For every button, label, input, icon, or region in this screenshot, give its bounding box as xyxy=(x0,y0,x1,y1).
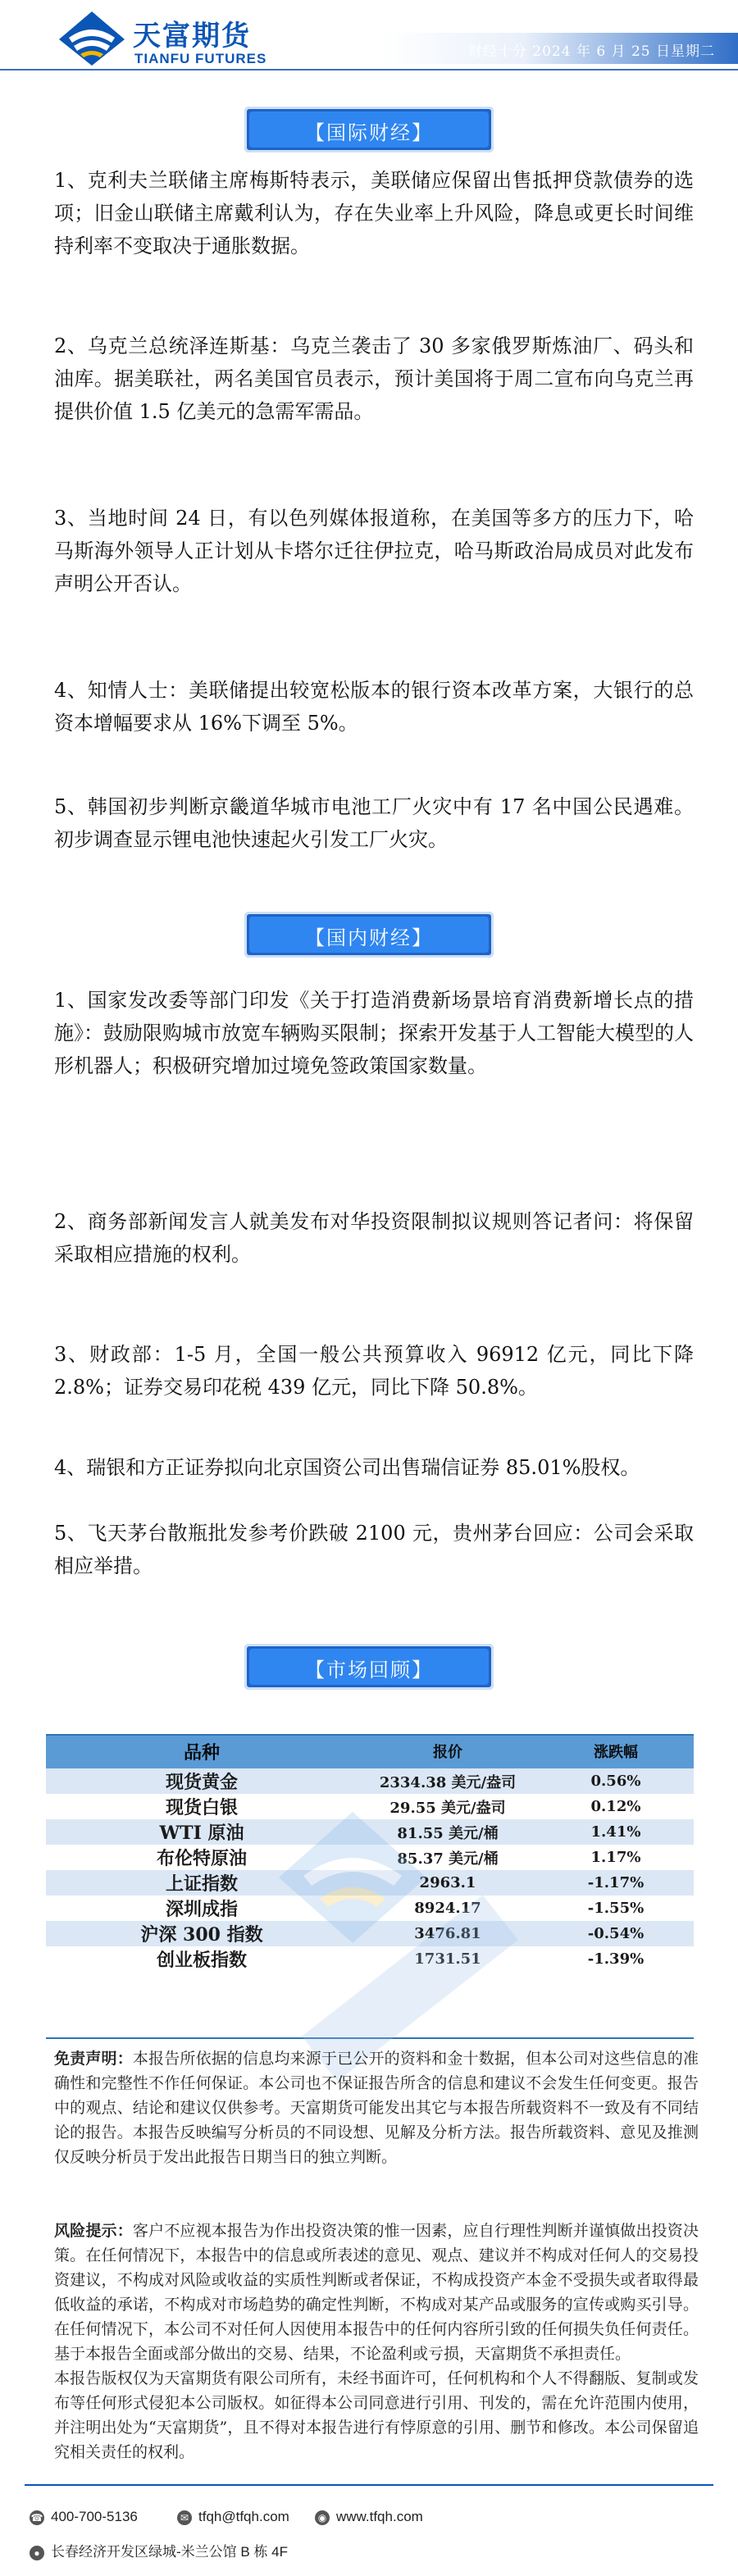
instrument-price: 85.37 美元/桶 xyxy=(358,1845,538,1870)
instrument-name: 现货白银 xyxy=(46,1794,358,1819)
section-title-text: 【国内财经】 xyxy=(305,926,433,949)
footer-divider xyxy=(25,2484,713,2486)
instrument-price: 3476.81 xyxy=(358,1921,538,1946)
location-pin-icon: ● xyxy=(30,2546,44,2560)
email-icon: ✉ xyxy=(177,2510,192,2525)
disclaimer-text: 本报告所依据的信息均来源于已公开的资料和金十数据，但本公司对这些信息的准确性和完整性不作任何保证。本公司也不保证报告所含的信息和建议不会发生任何变更。报告中的观点、结论和建议仅供参考。天富期货可能发出其它与本报告所载资料不一致及有不同结论的报告。本报告反映编写分析员的不同设想、见解及分析方法。报告所载资料、意见及推测仅反映分析员于发出此报告日期当日的独立判断。 xyxy=(54,2050,699,2166)
instrument-change: 0.56% xyxy=(538,1768,694,1794)
table-row xyxy=(46,1794,694,1819)
risk-warning-text: 客户不应视本报告为作出投资决策的惟一因素，应自行理性判断并谨慎做出投资决策。在任何情况下，本报告中的信息或所表述的意见、观点、建议并不构成对任何人的交易投资建议，不构成对风险或收益的实质性判断或者保证，不构成投资产本金不受损失或者取得最低收益的承诺，不构成对市场趋势的确定性判断，不构成对某产品或服务的宣传或购买引导。在任何情况下，本公司不对任何人因使用本报告中的任何内容所引致的任何损失负任何责任。基于本报告全面或部分做出的交易、结果，不论盈利或亏损，天富期货不承担责任。 xyxy=(54,2222,699,2363)
instrument-change: 1.17% xyxy=(538,1845,694,1870)
section-title-domestic xyxy=(244,912,494,958)
table-row xyxy=(46,1870,694,1896)
instrument-name: 沪深 300 指数 xyxy=(46,1921,358,1946)
instrument-name: 布伦特原油 xyxy=(46,1845,358,1870)
instrument-price: 2963.1 xyxy=(358,1870,538,1896)
domestic-news-item-4: 4、瑞银和方正证券拟向北京国资公司出售瑞信证券 85.01%股权。 xyxy=(54,1456,640,1479)
table-row xyxy=(46,1819,694,1845)
section-title-text: 【国际财经】 xyxy=(305,121,433,144)
domestic-news-item-1: 1、国家发改委等部门印发《关于打造消费新场景培育消费新增长点的措施》：鼓励限购城市放宽车辆购买限制；探索开发基于人工智能大模型的人形机器人；积极研究增加过境免签政策国家数量。 xyxy=(54,989,694,1077)
email-address: tfqh@tfqh.com xyxy=(198,2509,289,2524)
phone-icon: ☎ xyxy=(30,2511,43,2524)
section-title-international xyxy=(244,107,494,152)
logo-english-name: TIANFU FUTURES xyxy=(134,51,267,66)
report-date: 财经十分 2024 年 6 月 25 日星期二 xyxy=(467,43,715,60)
copyright-paragraph: 本报告版权仅为天富期货有限公司所有，未经书面许可，任何机构和个人不得翻版、复制或发布等任何形式侵犯本公司版权。如征得本公司同意进行引用、刊发的，需在允许范围内使用，并注明出处为“天富期货”，且不得对本报告进行有悖原意的引用、删节和修改。本公司保留追究相关责任的权利。 xyxy=(54,2369,699,2461)
risk-warning-label: 风险提示： xyxy=(54,2222,133,2240)
risk-warning-paragraph xyxy=(54,2219,699,2366)
table-header-row xyxy=(46,1734,694,1768)
table-row xyxy=(46,1768,694,1794)
instrument-change: -0.54% xyxy=(538,1921,694,1946)
domestic-news-item-5: 5、飞天茅台散瓶批发参考价跌破 2100 元，贵州茅台回应：公司会采取相应举措。 xyxy=(54,1522,694,1577)
section-title-market xyxy=(244,1644,494,1690)
table-row xyxy=(46,1946,694,1972)
footer-address xyxy=(30,2540,288,2560)
intl-news-item-3: 3、当地时间 24 日，有以色列媒体报道称，在美国等多方的压力下，哈马斯海外领导人正计划从卡塔尔迁往伊拉克，哈马斯政治局成员对此发布声明公开否认。 xyxy=(54,507,694,595)
company-logo xyxy=(57,8,303,69)
logo-chinese-name: 天富期货 xyxy=(133,20,251,52)
address-text: 长春经济开发区绿城-米兰公馆 B 栋 4F xyxy=(51,2544,289,2560)
footer-email xyxy=(177,2509,289,2525)
instrument-name: 上证指数 xyxy=(46,1870,358,1896)
instrument-name: 深圳成指 xyxy=(46,1896,358,1921)
footer-phone xyxy=(30,2509,138,2525)
website-url: www.tfqh.com xyxy=(336,2509,423,2524)
instrument-change: 1.41% xyxy=(538,1819,694,1845)
column-header-price: 报价 xyxy=(358,1734,538,1768)
market-review-table xyxy=(46,1734,694,1972)
disclaimer-paragraph xyxy=(54,2046,699,2169)
report-header xyxy=(0,0,738,79)
column-header-name: 品种 xyxy=(46,1734,358,1768)
domestic-news-item-2: 2、商务部新闻发言人就美发布对华投资限制拟议规则答记者问：将保留采取相应措施的权利。 xyxy=(54,1210,694,1266)
instrument-price: 29.55 美元/盎司 xyxy=(358,1794,538,1819)
disclaimer-label: 免责声明： xyxy=(54,2050,133,2068)
instrument-price: 2334.38 美元/盎司 xyxy=(358,1768,538,1794)
tianfu-logo-icon xyxy=(57,10,126,67)
instrument-change: -1.39% xyxy=(538,1946,694,1972)
table-row xyxy=(46,1921,694,1946)
table-row xyxy=(46,1896,694,1921)
section-title-text: 【市场回顾】 xyxy=(305,1659,433,1682)
instrument-name: 创业板指数 xyxy=(46,1946,358,1972)
globe-icon: ◉ xyxy=(315,2510,330,2525)
column-header-change: 涨跌幅 xyxy=(538,1734,694,1768)
phone-number: 400-700-5136 xyxy=(51,2509,138,2524)
intl-news-item-1: 1、克利夫兰联储主席梅斯特表示，美联储应保留出售抵押贷款债券的选项；旧金山联储主席戴利认为，存在失业率上升风险，降息或更长时间维持利率不变取决于通胀数据。 xyxy=(54,169,694,257)
header-divider xyxy=(0,69,738,71)
domestic-news-item-3: 3、财政部：1-5 月，全国一般公共预算收入 96912 亿元，同比下降 2.8%；证券交易印花税 439 亿元，同比下降 50.8%。 xyxy=(54,1343,694,1399)
instrument-change: -1.17% xyxy=(538,1870,694,1896)
table-row xyxy=(46,1845,694,1870)
instrument-change: 0.12% xyxy=(538,1794,694,1819)
instrument-price: 1731.51 xyxy=(358,1946,538,1972)
intl-news-item-2: 2、乌克兰总统泽连斯基：乌克兰袭击了 30 多家俄罗斯炼油厂、码头和油库。据美联社，两名美国官员表示，预计美国将于周二宣布向乌克兰再提供价值 1.5 亿美元的急需军需品。 xyxy=(54,335,694,423)
report-footer xyxy=(0,2484,738,2576)
instrument-change: -1.55% xyxy=(538,1896,694,1921)
intl-news-item-5: 5、韩国初步判断京畿道华城市电池工厂火灾中有 17 名中国公民遇难。初步调查显示锂电池快速起火引发工厂火灾。 xyxy=(54,795,694,851)
footer-website xyxy=(315,2509,423,2525)
instrument-name: WTI 原油 xyxy=(46,1819,358,1845)
instrument-name: 现货黄金 xyxy=(46,1768,358,1794)
instrument-price: 8924.17 xyxy=(358,1896,538,1921)
intl-news-item-4: 4、知情人士：美联储提出较宽松版本的银行资本改革方案，大银行的总资本增幅要求从 16%下调至 5%。 xyxy=(54,679,694,735)
instrument-price: 81.55 美元/桶 xyxy=(358,1819,538,1845)
